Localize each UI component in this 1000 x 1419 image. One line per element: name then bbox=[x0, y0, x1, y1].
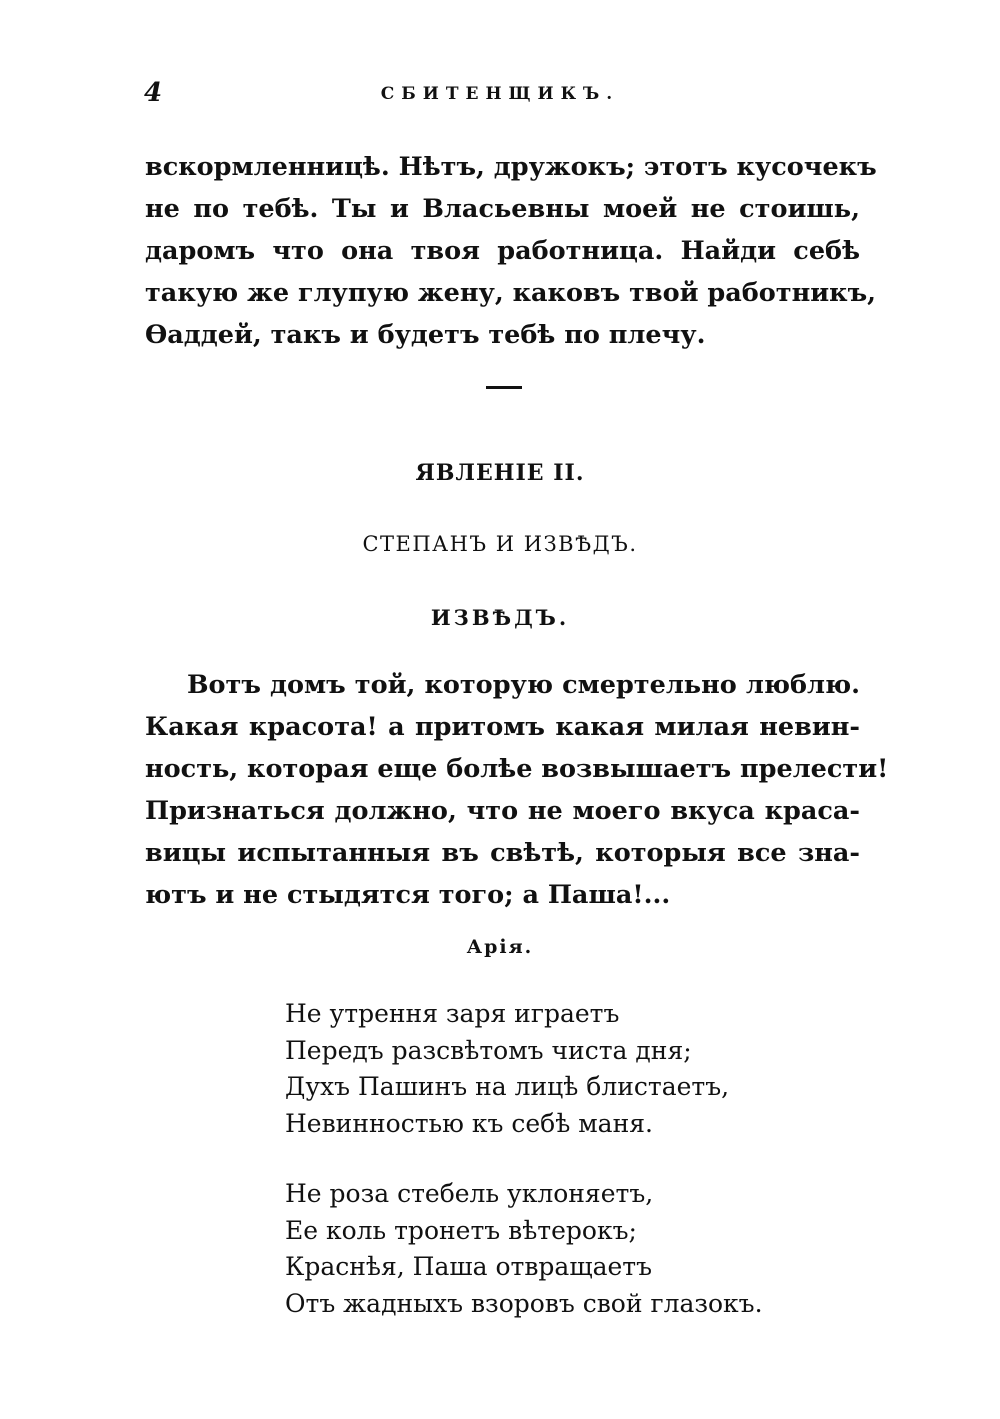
speech-paragraph bbox=[145, 664, 889, 916]
speech-line: ность, которая еще болѣе возвышаетъ прелести! bbox=[145, 754, 889, 784]
prose-line: не по тебѣ. Ты и Власьевны моей не стоишь, bbox=[145, 194, 860, 224]
verse-line: Передъ разсвѣтомъ чиста дня; bbox=[285, 1035, 692, 1065]
prose-line: вскормленницѣ. Нѣтъ, дружокъ; этотъ кусочекъ bbox=[145, 152, 877, 182]
speech-line: Вотъ домъ той, которую смертельно люблю. bbox=[187, 670, 860, 700]
scene-title: ЯВЛЕНІЕ II. bbox=[415, 460, 585, 486]
speech-line: ютъ и не стыдятся того; а Паша!... bbox=[145, 880, 671, 910]
verse-line: Отъ жадныхъ взоровъ свой глазокъ. bbox=[285, 1288, 763, 1318]
running-title: СБИТЕНЩИКЪ. bbox=[380, 84, 620, 104]
verse-line: Невинностью къ себѣ маня. bbox=[285, 1108, 653, 1138]
aria-heading: Арія. bbox=[466, 936, 534, 958]
page-number: 4 bbox=[144, 78, 163, 108]
aria-stanza bbox=[285, 1176, 805, 1322]
speech-line: Какая красота! а притомъ какая милая невин- bbox=[145, 712, 860, 742]
speech-line: вицы испытанныя въ свѣтѣ, которыя все зна- bbox=[145, 838, 860, 868]
section-divider bbox=[486, 386, 522, 389]
verse-line: Не роза стебель уклоняетъ, bbox=[285, 1179, 654, 1208]
prose-line: такую же глупую жену, каковъ твой работникъ, bbox=[145, 278, 877, 308]
verse-line: Духъ Пашинъ на лицѣ блистаетъ, bbox=[285, 1072, 730, 1101]
verse-line: Краснѣя, Паша отвращаетъ bbox=[285, 1252, 653, 1281]
prose-line: Өаддей, такъ и будетъ тебѣ по плечу. bbox=[145, 320, 706, 350]
aria-stanza bbox=[285, 996, 805, 1142]
speaker-name: ИЗВѢДЪ. bbox=[430, 605, 570, 630]
verse-line: Ее коль тронетъ вѣтерокъ; bbox=[285, 1215, 637, 1245]
prose-continuation bbox=[145, 146, 877, 356]
verse-line: Не утрення заря играетъ bbox=[285, 999, 620, 1028]
speech-line: Признаться должно, что не моего вкуса краса- bbox=[145, 796, 860, 826]
prose-line: даромъ что она твоя работница. Найди себѣ bbox=[145, 236, 860, 266]
scene-characters: СТЕПАНЪ И ИЗВѢДЪ. bbox=[362, 532, 638, 556]
